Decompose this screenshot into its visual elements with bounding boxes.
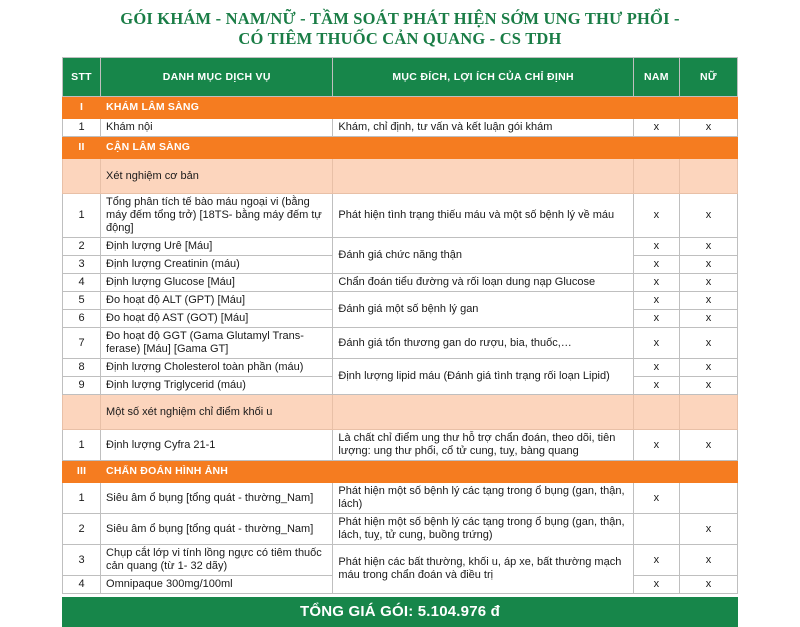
male-mark: x [633,483,679,514]
service-table-container [62,57,738,594]
section-male-cell [633,137,679,159]
female-mark: x [679,194,737,238]
female-mark: x [679,576,737,594]
female-mark: x [679,545,737,576]
table-row [63,119,738,137]
section-number: I [63,97,101,119]
male-mark: x [633,328,679,359]
service-purpose: Chẩn đoán tiểu đường và rối loạn dung nạp Glucose [333,274,633,292]
page-title [0,0,800,49]
female-mark: x [679,310,737,328]
table-row [63,238,738,256]
female-mark: x [679,256,737,274]
service-purpose: Đánh giá tổn thương gan do rượu, bia, thuốc,… [333,328,633,359]
service-table [62,57,738,594]
row-number: 4 [63,576,101,594]
table-row [63,545,738,576]
section-number: III [63,461,101,483]
table-row [63,194,738,238]
column-header-male: NAM [633,58,679,97]
male-mark: x [633,256,679,274]
female-mark [679,483,737,514]
male-mark: x [633,545,679,576]
service-name: Chụp cắt lớp vi tính lồng ngực có tiêm thuốc cản quang (từ 1- 32 dãy) [101,545,333,576]
male-mark: x [633,310,679,328]
service-name: Siêu âm ổ bụng [tổng quát - thường_Nam] [101,483,333,514]
subsection-row [63,395,738,430]
subsection-purpose-cell [333,159,633,194]
subsection-purpose-cell [333,395,633,430]
service-name: Siêu âm ổ bụng [tổng quát - thường_Nam] [101,514,333,545]
section-purpose-cell [333,97,633,119]
section-title: KHÁM LÂM SÀNG [101,97,333,119]
table-row [63,483,738,514]
service-purpose: Phát hiện tình trạng thiếu máu và một số bệnh lý về máu [333,194,633,238]
table-row [63,430,738,461]
female-mark: x [679,119,737,137]
section-title: CHẨN ĐOÁN HÌNH ẢNH [101,461,333,483]
female-mark: x [679,377,737,395]
table-row [63,328,738,359]
section-purpose-cell [333,461,633,483]
service-name: Đo hoạt độ GGT (Gama Glutamyl Trans-ferase) [Máu] [Gama GT] [101,328,333,359]
service-purpose: Định lượng lipid máu (Đánh giá tình trạng rối loạn Lipid) [333,359,633,395]
female-mark: x [679,328,737,359]
subsection-title: Xét nghiệm cơ bản [101,159,333,194]
service-name: Omnipaque 300mg/100ml [101,576,333,594]
male-mark: x [633,292,679,310]
table-row [63,292,738,310]
table-row [63,274,738,292]
service-name: Định lượng Triglycerid (máu) [101,377,333,395]
service-purpose: Phát hiện các bất thường, khối u, áp xe, bất thường mạch máu trong chẩn đoán và điều trị [333,545,633,594]
column-header-service: DANH MỤC DỊCH VỤ [101,58,333,97]
section-female-cell [679,137,737,159]
subsection-title: Một số xét nghiệm chỉ điểm khối u [101,395,333,430]
section-female-cell [679,461,737,483]
service-purpose: Phát hiện một số bệnh lý các tạng trong ổ bụng (gan, thận, lách) [333,483,633,514]
subsection-female-cell [679,159,737,194]
subsection-number [63,395,101,430]
row-number: 9 [63,377,101,395]
female-mark: x [679,514,737,545]
section-row [63,137,738,159]
service-name: Định lượng Cyfra 21-1 [101,430,333,461]
row-number: 1 [63,483,101,514]
row-number: 7 [63,328,101,359]
table-row [63,359,738,377]
subsection-row [63,159,738,194]
female-mark: x [679,274,737,292]
service-name: Định lượng Glucose [Máu] [101,274,333,292]
section-male-cell [633,461,679,483]
row-number: 6 [63,310,101,328]
section-female-cell [679,97,737,119]
service-name: Định lượng Urê [Máu] [101,238,333,256]
female-mark: x [679,292,737,310]
row-number: 1 [63,430,101,461]
male-mark [633,514,679,545]
service-name: Khám nội [101,119,333,137]
row-number: 1 [63,119,101,137]
row-number: 3 [63,256,101,274]
subsection-male-cell [633,395,679,430]
service-purpose: Phát hiện một số bệnh lý các tạng trong ổ bụng (gan, thận, lách, tuỵ, tử cung, buồng trứng) [333,514,633,545]
service-name: Đo hoạt độ AST (GOT) [Máu] [101,310,333,328]
page-title-line-1: GÓI KHÁM - NAM/NỮ - TẦM SOÁT PHÁT HIỆN SỚM UNG THƯ PHỔI - [120,9,680,28]
page-title-line-2: CÓ TIÊM THUỐC CẢN QUANG - CS TDH [238,29,562,48]
service-name: Đo hoạt độ ALT (GPT) [Máu] [101,292,333,310]
row-number: 8 [63,359,101,377]
male-mark: x [633,194,679,238]
row-number: 1 [63,194,101,238]
service-name: Định lượng Cholesterol toàn phần (máu) [101,359,333,377]
section-number: II [63,137,101,159]
service-purpose: Khám, chỉ định, tư vấn và kết luận gói khám [333,119,633,137]
total-price-bar: TỔNG GIÁ GÓI: 5.104.976 đ [62,597,738,627]
section-purpose-cell [333,137,633,159]
male-mark: x [633,359,679,377]
female-mark: x [679,359,737,377]
table-header-row [63,58,738,97]
column-header-stt: STT [63,58,101,97]
section-row [63,97,738,119]
section-male-cell [633,97,679,119]
service-purpose: Đánh giá một số bệnh lý gan [333,292,633,328]
female-mark: x [679,238,737,256]
female-mark: x [679,430,737,461]
table-header [63,58,738,97]
section-row [63,461,738,483]
subsection-male-cell [633,159,679,194]
male-mark: x [633,430,679,461]
service-purpose: Là chất chỉ điểm ung thư hỗ trợ chẩn đoán, theo dõi, tiên lượng: ung thư phổi, cổ tử cung, tuỵ, bàng quang [333,430,633,461]
male-mark: x [633,576,679,594]
column-header-female: NỮ [679,58,737,97]
subsection-number [63,159,101,194]
table-body [63,97,738,594]
service-purpose: Đánh giá chức năng thận [333,238,633,274]
male-mark: x [633,274,679,292]
subsection-female-cell [679,395,737,430]
row-number: 2 [63,238,101,256]
table-row [63,514,738,545]
row-number: 3 [63,545,101,576]
row-number: 2 [63,514,101,545]
male-mark: x [633,377,679,395]
row-number: 5 [63,292,101,310]
column-header-purpose: MỤC ĐÍCH, LỢI ÍCH CỦA CHỈ ĐỊNH [333,58,633,97]
service-name: Định lượng Creatinin (máu) [101,256,333,274]
male-mark: x [633,119,679,137]
service-name: Tổng phân tích tế bào máu ngoại vi (bằng máy đếm tổng trở) [18TS- bằng máy đếm tự động] [101,194,333,238]
section-title: CẬN LÂM SÀNG [101,137,333,159]
male-mark: x [633,238,679,256]
row-number: 4 [63,274,101,292]
